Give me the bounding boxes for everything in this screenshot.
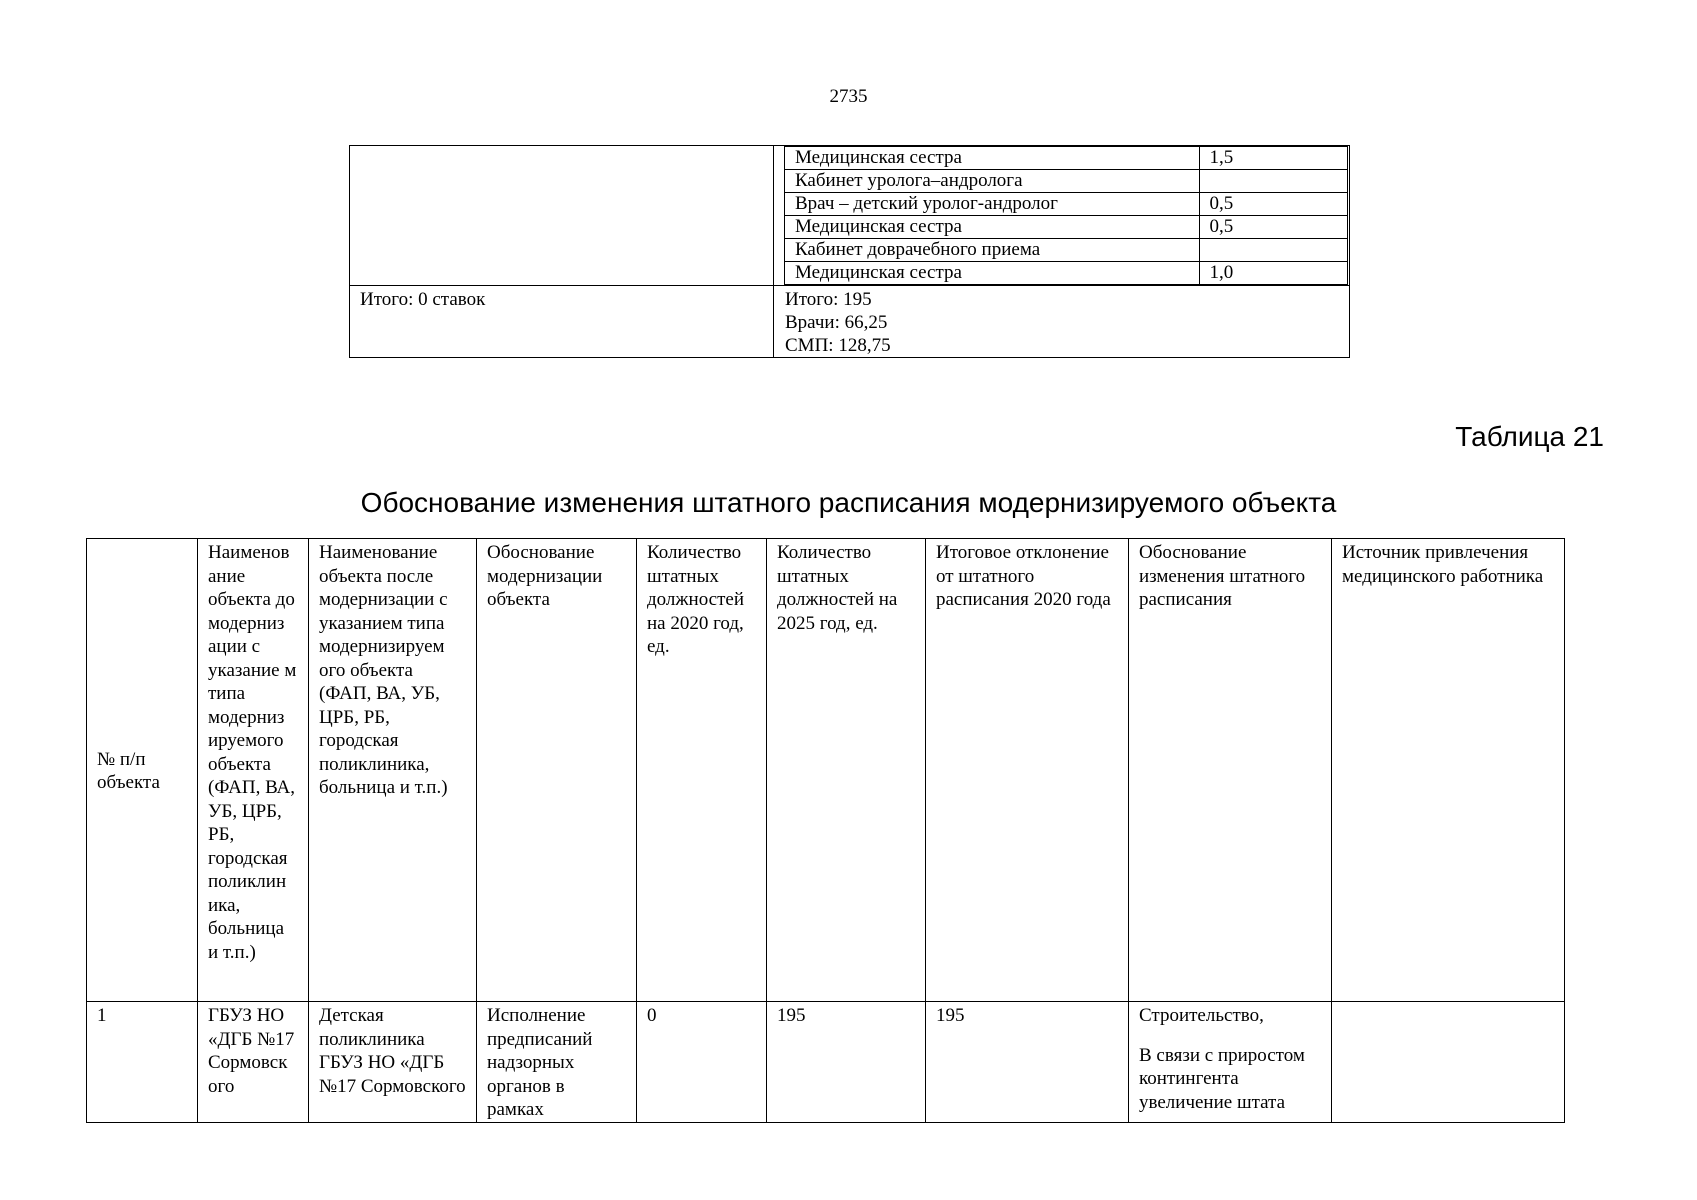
table-title: Обоснование изменения штатного расписания модернизируемого объекта	[360, 487, 1337, 518]
cell-staff-2025: 195	[767, 1002, 926, 1123]
staff-rate: 1,0	[1199, 262, 1347, 285]
staff-role: Кабинет доврачебного приема	[785, 239, 1200, 262]
staff-rate: 0,5	[1199, 216, 1347, 239]
right-totals	[774, 286, 1350, 358]
staff-row	[785, 262, 1348, 285]
staff-list-cell	[774, 146, 1350, 286]
table-number: Таблица 21	[1455, 421, 1604, 452]
total-all: Итого: 195	[785, 289, 872, 310]
header-row	[87, 539, 1565, 1002]
total-doctors: Врачи: 66,25	[785, 312, 888, 333]
justification-line: В связи с приростом контингента увеличение штата	[1139, 1044, 1305, 1113]
staff-row	[785, 147, 1348, 170]
table-row	[87, 1002, 1565, 1123]
cell-staff-source	[1332, 1002, 1565, 1123]
header-staff-2025: Количество штатных должностей на 2025 год, ед.	[767, 539, 926, 1002]
header-staff-2020: Количество штатных должностей на 2020 год, ед.	[637, 539, 767, 1002]
staffing-table-continuation	[349, 145, 1350, 358]
header-object-before: Наименов ание объекта до модерниз ации с указание м типа модерниз ируемого объекта (ФАП, ВА, УБ, ЦРБ, РБ, городская поликлин ика, больница и т.п.)	[198, 539, 309, 1002]
header-justification: Обоснование изменения штатного расписания	[1129, 539, 1332, 1002]
staff-role: Медицинская сестра	[785, 147, 1200, 170]
staff-row	[785, 170, 1348, 193]
page-number: 2735	[829, 86, 868, 107]
header-object-after: Наименование объекта после модернизации с указанием типа модернизируем ого объекта (ФАП, ВА, УБ, ЦРБ, РБ, городская поликлиника, больница и т.п.)	[309, 539, 477, 1002]
justification-line: Строительство,	[1139, 1005, 1264, 1026]
total-nurses: СМП: 128,75	[785, 335, 891, 356]
staff-role: Врач – детский уролог-андролог	[785, 193, 1200, 216]
staff-rate: 1,5	[1199, 147, 1347, 170]
staff-role: Медицинская сестра	[785, 262, 1200, 285]
staff-rate: 0,5	[1199, 193, 1347, 216]
header-modernization-reason: Обоснование модернизации объекта	[477, 539, 637, 1002]
cell-justification	[1129, 1002, 1332, 1123]
header-object-number: № п/п объекта	[87, 539, 198, 1002]
cell-object-after: Детская поликлиника ГБУЗ НО «ДГБ №17 Сормовского	[309, 1002, 477, 1123]
staff-role: Медицинская сестра	[785, 216, 1200, 239]
cell-object-before: ГБУЗ НО «ДГБ №17 Сормовск ого	[198, 1002, 309, 1123]
cell-object-number: 1	[87, 1002, 198, 1123]
staff-rate	[1199, 239, 1347, 262]
staff-rate	[1199, 170, 1347, 193]
staff-role: Кабинет уролога–андролога	[785, 170, 1200, 193]
cell-modernization-reason: Исполнение предписаний надзорных органов в рамках	[477, 1002, 637, 1123]
staff-list	[784, 146, 1348, 285]
staff-row	[785, 193, 1348, 216]
cell-staff-2020: 0	[637, 1002, 767, 1123]
staff-row	[785, 216, 1348, 239]
cell-deviation: 195	[926, 1002, 1129, 1123]
modernization-table	[86, 538, 1565, 1123]
header-deviation: Итоговое отклонение от штатного расписания 2020 года	[926, 539, 1129, 1002]
left-total: Итого: 0 ставок	[350, 286, 774, 358]
empty-cell	[350, 146, 774, 286]
staff-row	[785, 239, 1348, 262]
header-staff-source: Источник привлечения медицинского работника	[1332, 539, 1565, 1002]
